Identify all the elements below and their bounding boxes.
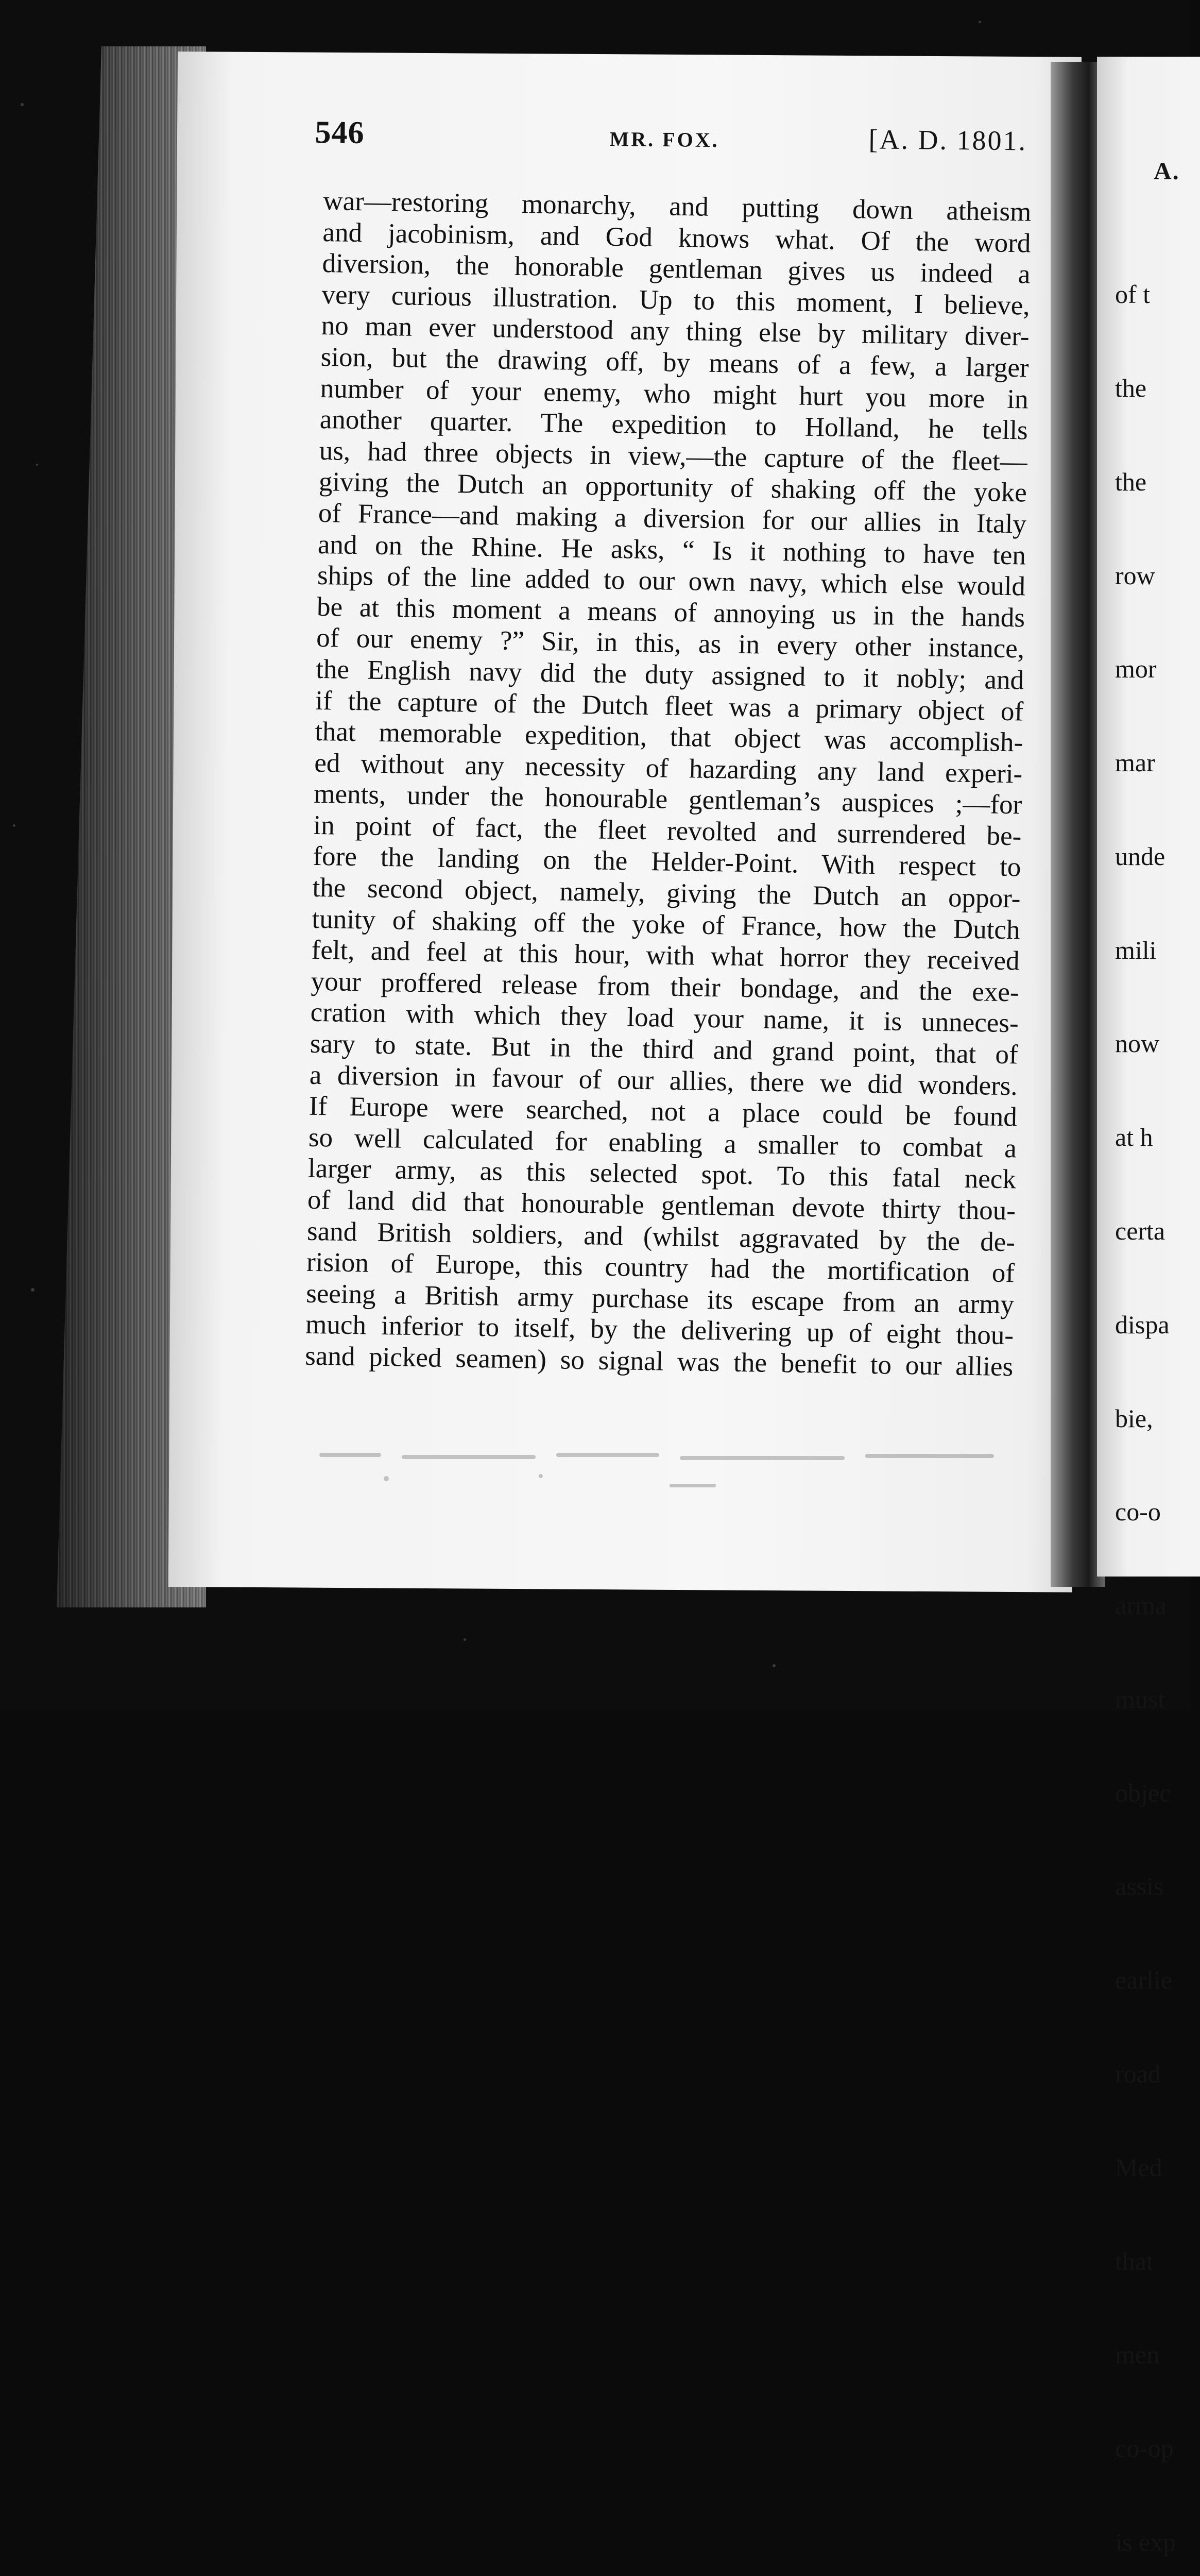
facing-line: that [1115, 2246, 1154, 2276]
page-number: 546 [315, 114, 365, 151]
running-head [315, 114, 1036, 163]
text-line: sand British soldiers, and (whilst aggravated by the de- [306, 1216, 1016, 1257]
facing-line: unde [1115, 841, 1165, 871]
facing-line: co-op [1115, 2434, 1174, 2463]
text-line: war—restoring monarchy, and putting down atheism [323, 185, 1032, 227]
text-line: of land did that honourable gentleman devote thirty thou- [307, 1184, 1016, 1226]
text-line: number of your enemy, who might hurt you more in [320, 373, 1029, 415]
facing-line: objec [1115, 1778, 1171, 1807]
noise-speck [21, 103, 24, 106]
text-line: rision of Europe, this country had the mortification of [306, 1247, 1015, 1289]
text-line: the English navy did the duty assigned to it nobly; and [315, 654, 1024, 696]
running-date: [A. D. 1801. [868, 124, 1027, 157]
facing-line: dispa [1115, 1310, 1170, 1339]
text-line: that memorable expedition, that object was accomplish- [314, 716, 1023, 758]
facing-line: Med [1115, 2153, 1162, 2182]
text-line: sion, but the drawing off, by means of a few, a larger [320, 342, 1030, 383]
facing-page-header: A. [1154, 158, 1180, 185]
text-line: if the capture of the Dutch fleet was a primary object of [315, 685, 1024, 726]
text-line: seeing a British army purchase its escape from an army [305, 1278, 1015, 1320]
facing-line: co-o [1115, 1497, 1161, 1527]
text-line: of France—and making a diversion for our allies in Italy [318, 498, 1027, 539]
facing-line: is exp [1115, 2527, 1176, 2556]
text-line: larger army, as this selected spot. To this fatal neck [307, 1154, 1017, 1195]
facing-line: the [1115, 373, 1147, 402]
facing-line: certa [1115, 1216, 1165, 1245]
text-line: felt, and feel at this hour, with what horror they received [311, 935, 1020, 976]
text-line: the second object, namely, giving the Dutch an oppor- [312, 872, 1021, 914]
noise-speck [464, 1638, 466, 1641]
text-line: cration with which they load your name, it is unneces- [310, 997, 1019, 1039]
text-line: us, had three objects in view,—the capture of the fleet— [319, 435, 1028, 477]
noise-speck [36, 464, 38, 466]
text-line: so well calculated for enabling a smaller to combat a [308, 1122, 1017, 1164]
text-line: sand picked seamen) so signal was the benefit to our allies [304, 1341, 1014, 1382]
text-line: very curious illustration. Up to this moment, I believe, [321, 279, 1030, 321]
text-line: of our enemy ?” Sir, in this, as in every other instance, [316, 623, 1025, 664]
noise-speck [13, 824, 15, 827]
text-line: in point of fact, the fleet revolted and surrendered be- [313, 810, 1022, 852]
noise-speck [31, 1288, 35, 1292]
facing-line: of t [1115, 280, 1151, 309]
text-line: ships of the line added to our own navy, which else would [317, 561, 1026, 602]
text-line: another quarter. The expedition to Holland, he tells [319, 404, 1028, 446]
running-title: MR. FOX. [609, 127, 719, 152]
text-line: ed without any necessity of hazarding any land experi- [314, 748, 1023, 789]
facing-line: now [1115, 1029, 1160, 1058]
text-line: and on the Rhine. He asks, “ Is it nothing to have ten [317, 529, 1026, 571]
facing-line: mili [1115, 935, 1157, 964]
text-line: your proffered release from their bondage, and the exe- [311, 966, 1020, 1008]
bleed-through-marks [309, 1437, 1030, 1499]
facing-line: row [1115, 561, 1155, 590]
facing-line: mar [1115, 748, 1155, 777]
facing-line: arma [1115, 1591, 1167, 1620]
facing-line: mor [1115, 654, 1157, 684]
text-line: sary to state. But in the third and grand point, that of [310, 1028, 1019, 1070]
text-line: If Europe were searched, not a place could be found [308, 1091, 1018, 1132]
facing-line: must [1115, 1684, 1165, 1714]
noise-speck [773, 1664, 776, 1667]
text-line: be at this moment a means of annoying us in the hands [316, 591, 1025, 633]
page-body-text [305, 185, 1032, 1383]
text-line: diversion, the honorable gentleman gives us indeed a [322, 248, 1031, 290]
facing-line: assis [1115, 1872, 1164, 1901]
facing-line: earlie [1115, 1965, 1173, 1995]
facing-line: the [1115, 467, 1147, 496]
text-line: ments, under the honourable gentleman’s auspices ;—for [313, 779, 1022, 820]
text-line: no man ever understood any thing else by military diver- [321, 311, 1030, 352]
facing-line: bie, [1115, 1403, 1153, 1433]
text-line: much inferior to itself, by the delivering up of eight thou- [305, 1310, 1014, 1351]
text-line: giving the Dutch an opportunity of shaking off the yoke [318, 467, 1027, 508]
text-line: tunity of shaking off the yoke of France, how the Dutch [312, 904, 1020, 945]
text-line: fore the landing on the Helder-Point. With respect to [313, 841, 1021, 883]
facing-line: at h [1115, 1123, 1153, 1152]
text-line: and jacobinism, and God knows what. Of the word [322, 217, 1031, 259]
facing-page-text [1115, 216, 1179, 2576]
facing-line: men [1115, 2340, 1160, 2369]
facing-line: road [1115, 2059, 1161, 2089]
text-line: a diversion in favour of our allies, there we did wonders. [309, 1060, 1018, 1101]
noise-speck [979, 21, 981, 23]
